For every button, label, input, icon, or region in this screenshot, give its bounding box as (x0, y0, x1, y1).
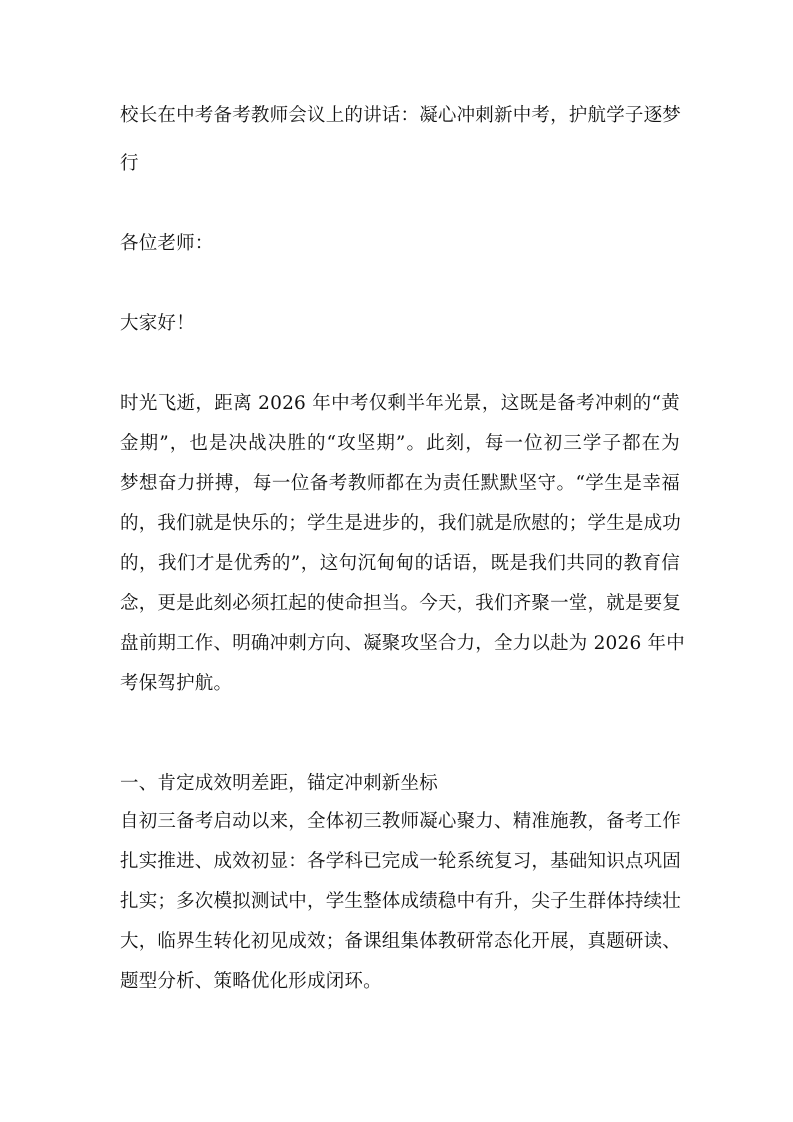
paragraph-1-line-6: 念，更是此刻必须扛起的使命担当。今天，我们齐聚一堂，就是要复 (120, 593, 682, 614)
paragraph-1-line-2: 金期”，也是决战决胜的“攻坚期”。此刻，每一位初三学子都在为 (120, 433, 680, 454)
section-paragraph-line-4: 大，临界生转化初见成效；备课组集体教研常态化开展，真题研读、 (120, 931, 682, 952)
paragraph-1-line-7: 盘前期工作、明确冲刺方向、凝聚攻坚合力，全力以赴为 2026 年中 (120, 633, 685, 654)
paragraph-1-line-8: 考保驾护航。 (120, 673, 233, 694)
section-paragraph-line-3: 扎实；多次模拟测试中，学生整体成绩稳中有升，尖子生群体持续壮 (120, 891, 682, 912)
title-line-1: 校长在中考备考教师会议上的讲话：凝心冲刺新中考，护航学子逐梦 (120, 105, 682, 126)
salutation: 各位老师： (120, 233, 214, 254)
section-paragraph-line-1: 自初三备考启动以来，全体初三教师凝心聚力、精准施教，备考工作 (120, 811, 682, 832)
section-paragraph-line-2: 扎实推进、成效初显：各学科已完成一轮系统复习，基础知识点巩固 (120, 851, 682, 872)
title-line-2: 行 (120, 153, 139, 174)
section-heading: 一、肯定成效明差距，锚定冲刺新坐标 (120, 773, 438, 794)
paragraph-1-line-5: 的，我们才是优秀的”，这句沉甸甸的话语，既是我们共同的教育信 (120, 553, 680, 574)
paragraph-1-line-1: 时光飞逝，距离 2026 年中考仅剩半年光景，这既是备考冲刺的“黄 (120, 393, 680, 414)
paragraph-1-line-3: 梦想奋力拼搏，每一位备考教师都在为责任默默坚守。“学生是幸福 (120, 473, 680, 494)
greeting: 大家好！ (120, 313, 195, 334)
section-paragraph-line-5: 题型分析、策略优化形成闭环。 (120, 971, 382, 992)
paragraph-1-line-4: 的，我们就是快乐的；学生是进步的，我们就是欣慰的；学生是成功 (120, 513, 682, 534)
